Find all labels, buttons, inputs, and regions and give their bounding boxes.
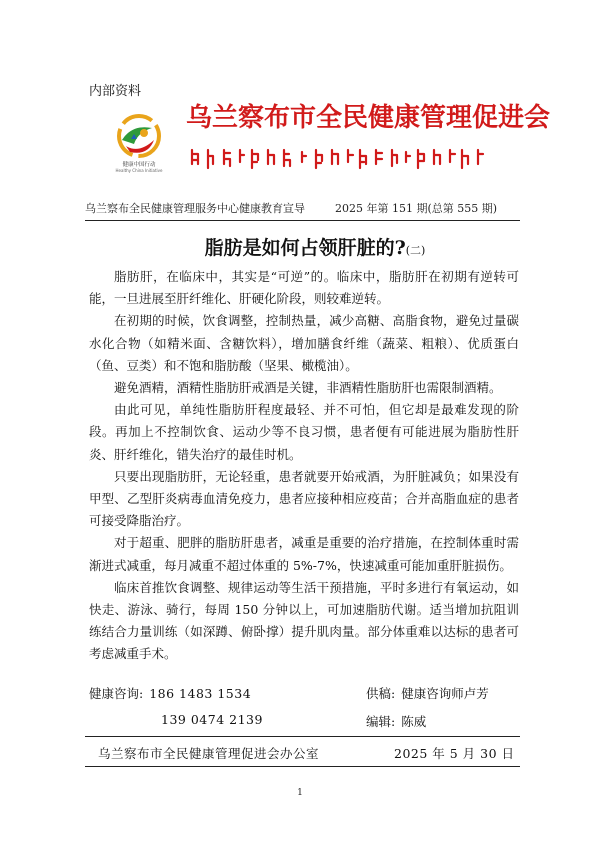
article-paragraph: 由此可见，单纯性脂肪肝程度最轻、并不可怕，但它却是最难发现的阶段。再加上不控制饮食、运动少等不良习惯，患者便有可能进展为脂肪性肝炎、肝纤维化，错失治疗的最佳时机。 bbox=[89, 402, 519, 462]
internal-material-label: 内部资料 bbox=[89, 84, 142, 99]
health-consult bbox=[89, 684, 251, 702]
supplier-name: 健康咨询师卢芳 bbox=[401, 686, 489, 701]
footer-bottom-divider bbox=[85, 766, 520, 767]
header-divider bbox=[85, 220, 520, 221]
mongolian-script-title bbox=[188, 146, 488, 172]
issue-date: 2025 年 5 月 30 日 bbox=[394, 746, 515, 761]
consult-phone-2: 139 0474 2139 bbox=[161, 712, 263, 727]
supplier-credit bbox=[366, 684, 489, 702]
article-title-text: 脂肪是如何占领肝脏的? bbox=[204, 237, 406, 259]
article-paragraph: 对于超重、肥胖的脂肪肝患者，减重是重要的治疗措施，在控制体重时需渐进式减重，每月减重不超过体重的 5%-7%，快速减重可能加重肝脏损伤。 bbox=[89, 535, 519, 573]
logo-english-caption: Healthy China Initiative bbox=[115, 168, 163, 173]
article-paragraph: 脂肪肝，在临床中，其实是“可逆”的。临床中，脂肪肝在初期有逆转可能，一旦进展至肝纤维化、肝硬化阶段，则较难逆转。 bbox=[89, 269, 519, 307]
article-part-label: (二) bbox=[405, 244, 426, 257]
article-paragraph: 只要出现脂肪肝，无论轻重，患者就要开始戒酒，为肝脏减负；如果没有甲型、乙型肝炎病毒血清免疫力，患者应接种相应疫苗；合并高脂血症的患者可接受降脂治疗。 bbox=[89, 468, 519, 529]
supplier-label: 供稿: bbox=[366, 686, 396, 701]
issue-organization: 乌兰察布全民健康管理服务中心健康教育宣导 bbox=[85, 202, 305, 215]
consult-phone-1: 186 1483 1534 bbox=[149, 686, 252, 701]
footer-top-divider bbox=[85, 736, 520, 737]
editor-name: 陈威 bbox=[401, 714, 427, 729]
issue-number: 2025 年第 151 期(总第 555 期) bbox=[335, 202, 498, 215]
article-paragraph: 避免酒精，酒精性脂肪肝戒酒是关键，非酒精性脂肪肝也需限制酒精。 bbox=[114, 380, 502, 396]
article-body bbox=[89, 266, 519, 666]
organization-title: 乌兰察布市全民健康管理促进会 bbox=[186, 103, 551, 133]
article-title bbox=[150, 233, 480, 260]
editor-label: 编辑: bbox=[366, 714, 396, 729]
logo-caption: 健康中国行动 bbox=[122, 162, 156, 168]
editor-credit bbox=[366, 712, 426, 730]
consult-label: 健康咨询: bbox=[89, 686, 144, 701]
issue-info-line bbox=[85, 202, 525, 216]
article-paragraph: 临床首推饮食调整、规律运动等生活干预措施，平时多进行有氧运动，如快走、游泳、骑行，每周 150 分钟以上，可加速脂肪代谢。适当增加抗阻训练结合力量训练（如深蹲、俯卧撑）提升肌肉量。部分体重难以达标的患者可考虑减重手术。 bbox=[89, 579, 519, 662]
article-paragraph: 在初期的时候，饮食调整，控制热量，减少高糖、高脂食物，避免过量碳水化合物（如精米面、含糖饮料），增加膳食纤维（蔬菜、粗粮）、优质蛋白（鱼、豆类）和不饱和脂肪酸（坚果、橄榄油）。 bbox=[89, 313, 519, 373]
page-number: 1 bbox=[297, 788, 303, 798]
issuing-office: 乌兰察布市全民健康管理促进会办公室 bbox=[98, 746, 320, 761]
